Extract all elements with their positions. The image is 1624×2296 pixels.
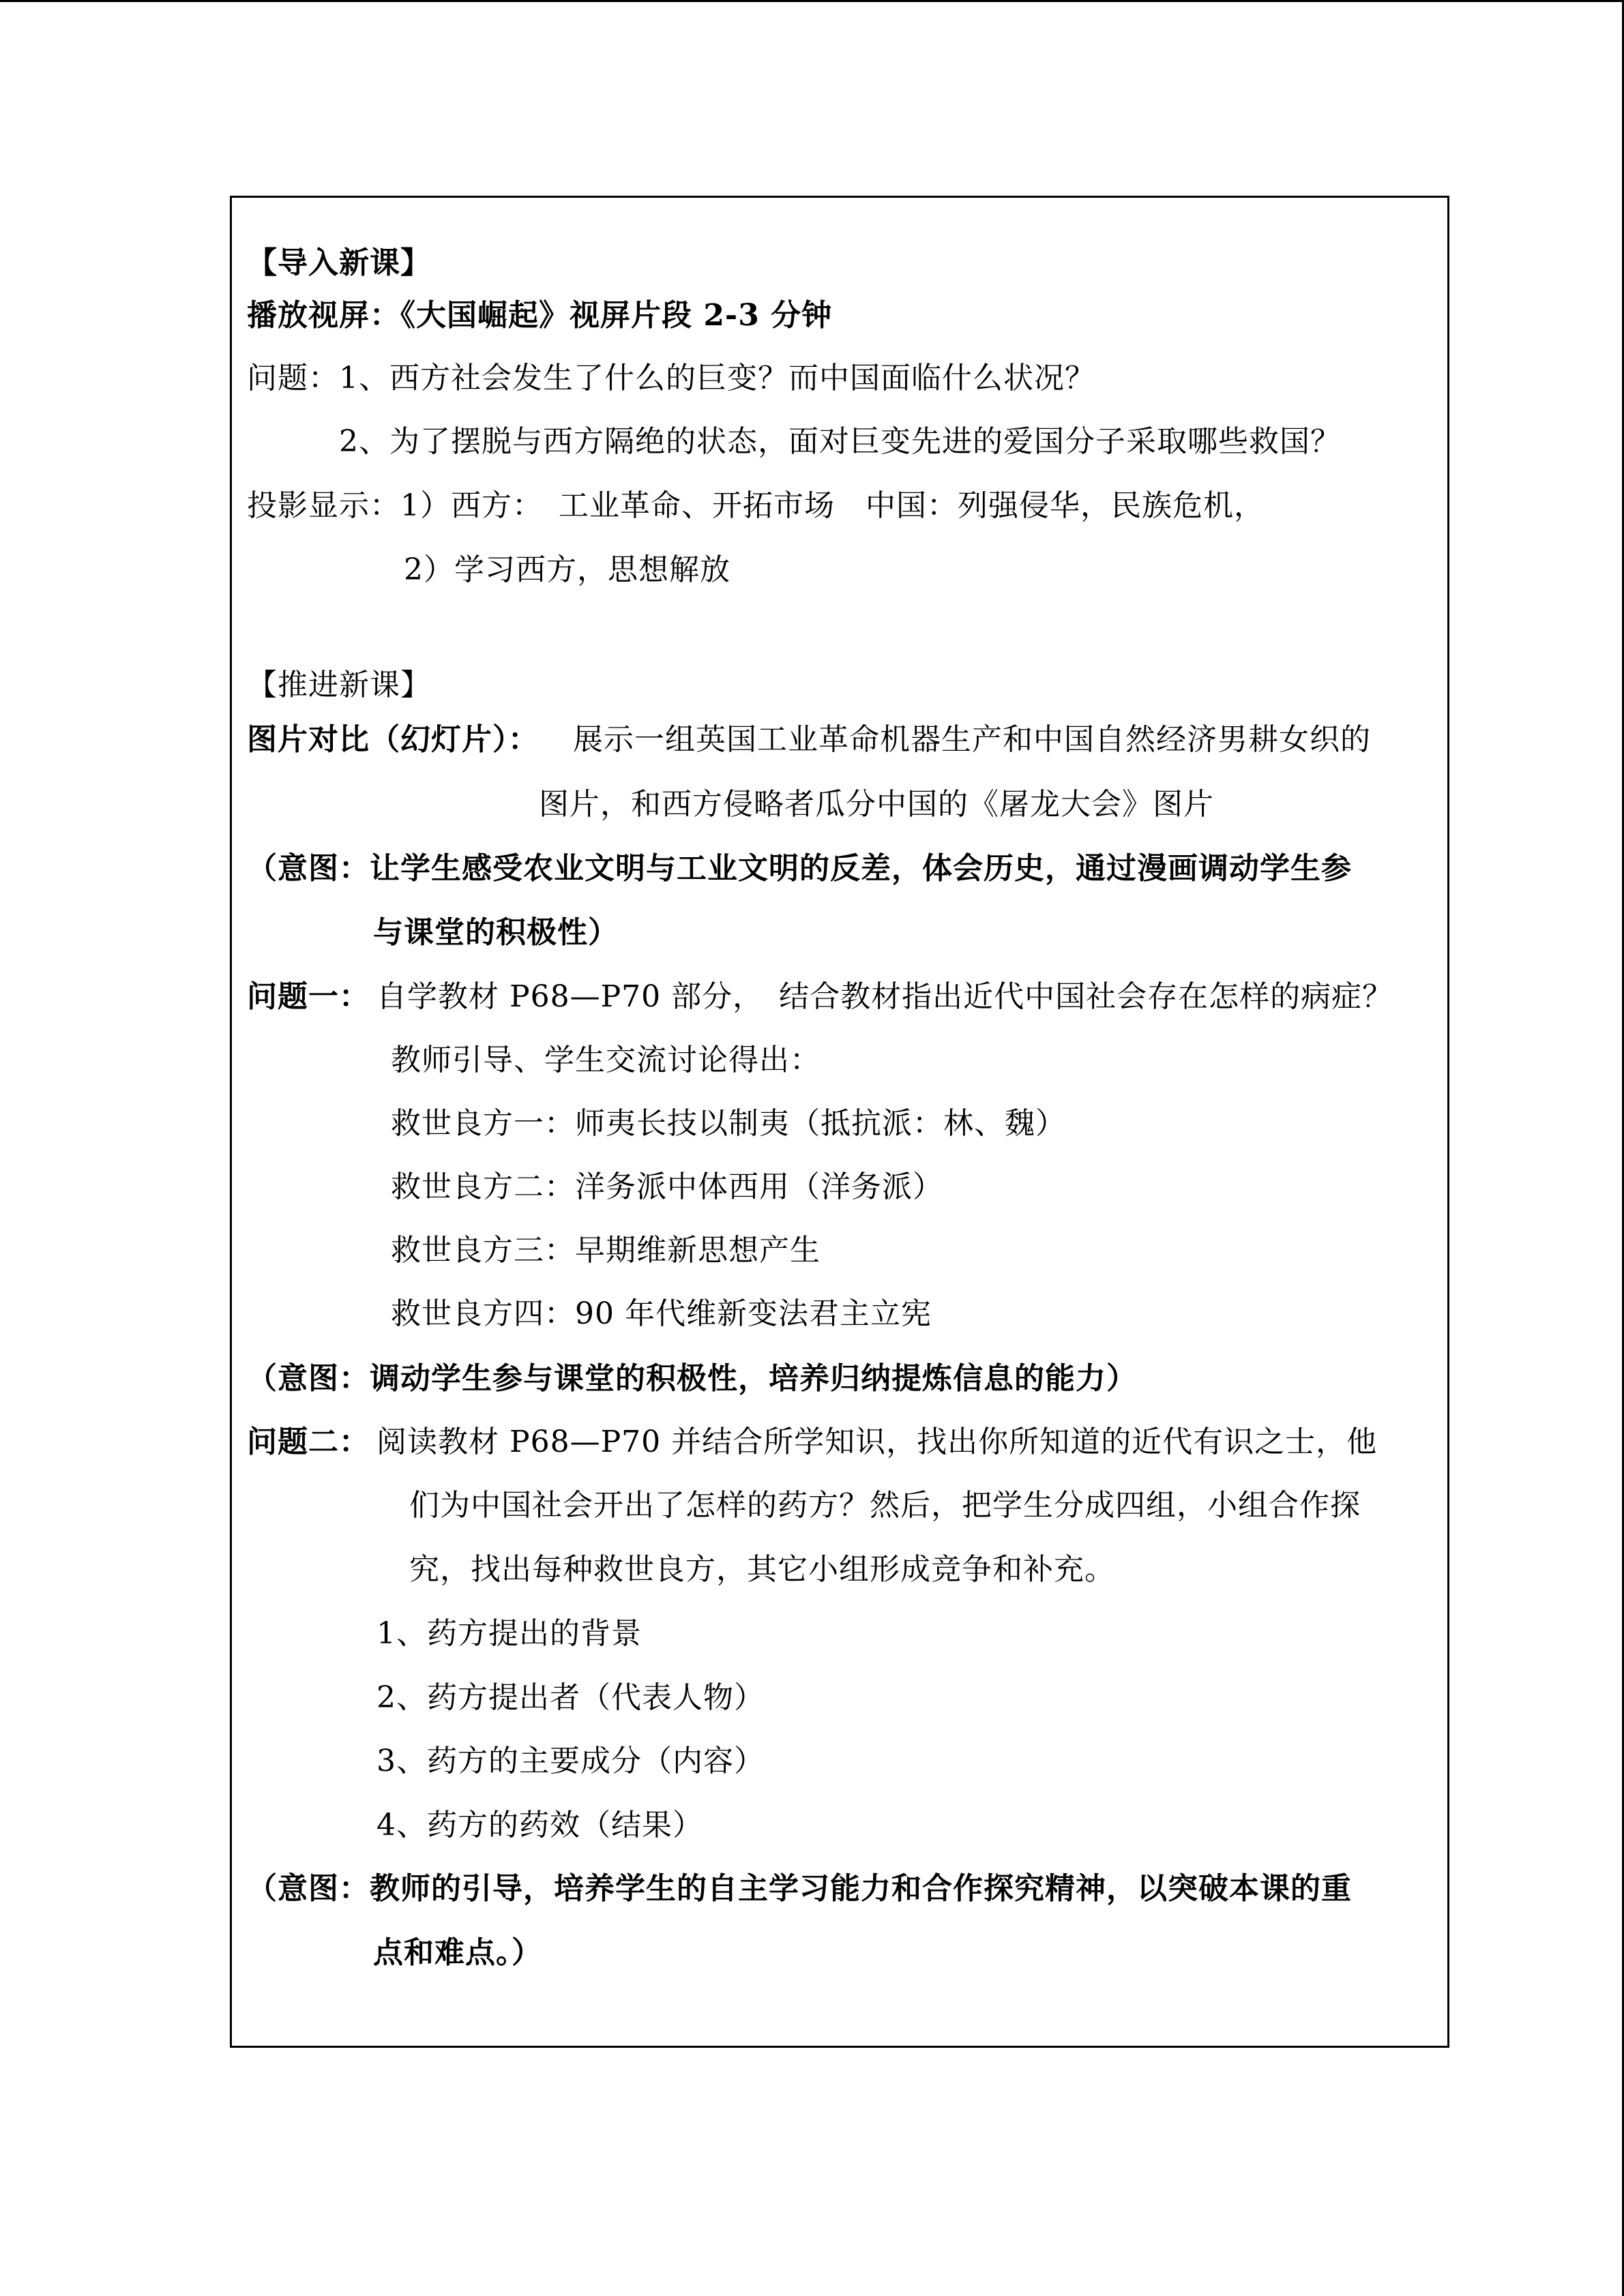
projection-line-1: 投影显示：1）西方： 工业革命、开拓市场 中国：列强侵华，民族危机， <box>247 488 1265 523</box>
question-2-text-1: 阅读教材 P68—P70 并结合所学知识，找出你所知道的近代有识之士，他 <box>377 1425 1378 1459</box>
remedy-2: 救世良方二：洋务派中体西用（洋务派） <box>391 1169 943 1204</box>
question-1-label: 问题一： <box>247 979 370 1014</box>
intent-1-line-1: （意图：让学生感受农业文明与工业文明的反差，体会历史，通过漫画调动学生参 <box>247 851 1352 886</box>
question-1-guide: 教师引导、学生交流讨论得出： <box>391 1043 821 1077</box>
intent-2: （意图：调动学生参与课堂的积极性，培养归纳提炼信息的能力） <box>247 1361 1137 1396</box>
remedy-1: 救世良方一：师夷长技以制夷（抵抗派：林、魏） <box>391 1106 1066 1141</box>
question-2-item-4: 4、药方的药效（结果） <box>377 1808 703 1843</box>
picture-compare-text-2: 图片，和西方侵略者瓜分中国的《屠龙大会》图片 <box>539 787 1214 822</box>
question-2-text-3: 究，找出每种救世良方，其它小组形成竞争和补充。 <box>409 1552 1115 1587</box>
intent-1-line-2: 与课堂的积极性） <box>373 915 619 950</box>
projection-line-2: 2）学习西方，思想解放 <box>404 552 730 587</box>
picture-compare-text-1: 展示一组英国工业革命机器生产和中国自然经济男耕女织的 <box>573 722 1371 757</box>
intent-3-line-2: 点和难点。） <box>373 1935 542 1970</box>
page-top-border <box>0 0 1624 2</box>
play-video-line: 播放视屏：《大国崛起》视屏片段 2-3 分钟 <box>247 298 833 333</box>
intro-question-1: 问题：1、西方社会发生了什么的巨变？而中国面临什么状况？ <box>247 361 1095 396</box>
intro-heading: 【导入新课】 <box>247 245 431 280</box>
advance-heading: 【推进新课】 <box>247 668 431 702</box>
remedy-4: 救世良方四：90 年代维新变法君主立宪 <box>391 1296 932 1331</box>
intent-3-line-1: （意图：教师的引导，培养学生的自主学习能力和合作探究精神，以突破本课的重 <box>247 1871 1352 1906</box>
question-2-text-2: 们为中国社会开出了怎样的药方？然后，把学生分成四组，小组合作探 <box>409 1488 1361 1523</box>
picture-compare-label: 图片对比（幻灯片）： <box>247 722 539 757</box>
question-2-label: 问题二： <box>247 1425 370 1459</box>
question-1-text: 自学教材 P68—P70 部分， 结合教材指出近代中国社会存在怎样的病症？ <box>377 979 1393 1014</box>
question-2-item-2: 2、药方提出者（代表人物） <box>377 1680 765 1715</box>
intro-question-2: 2、为了摆脱与西方隔绝的状态，面对巨变先进的爱国分子采取哪些救国？ <box>339 424 1341 459</box>
remedy-3: 救世良方三：早期维新思想产生 <box>391 1233 821 1268</box>
question-2-item-3: 3、药方的主要成分（内容） <box>377 1744 765 1778</box>
question-2-item-1: 1、药方提出的背景 <box>377 1616 642 1651</box>
